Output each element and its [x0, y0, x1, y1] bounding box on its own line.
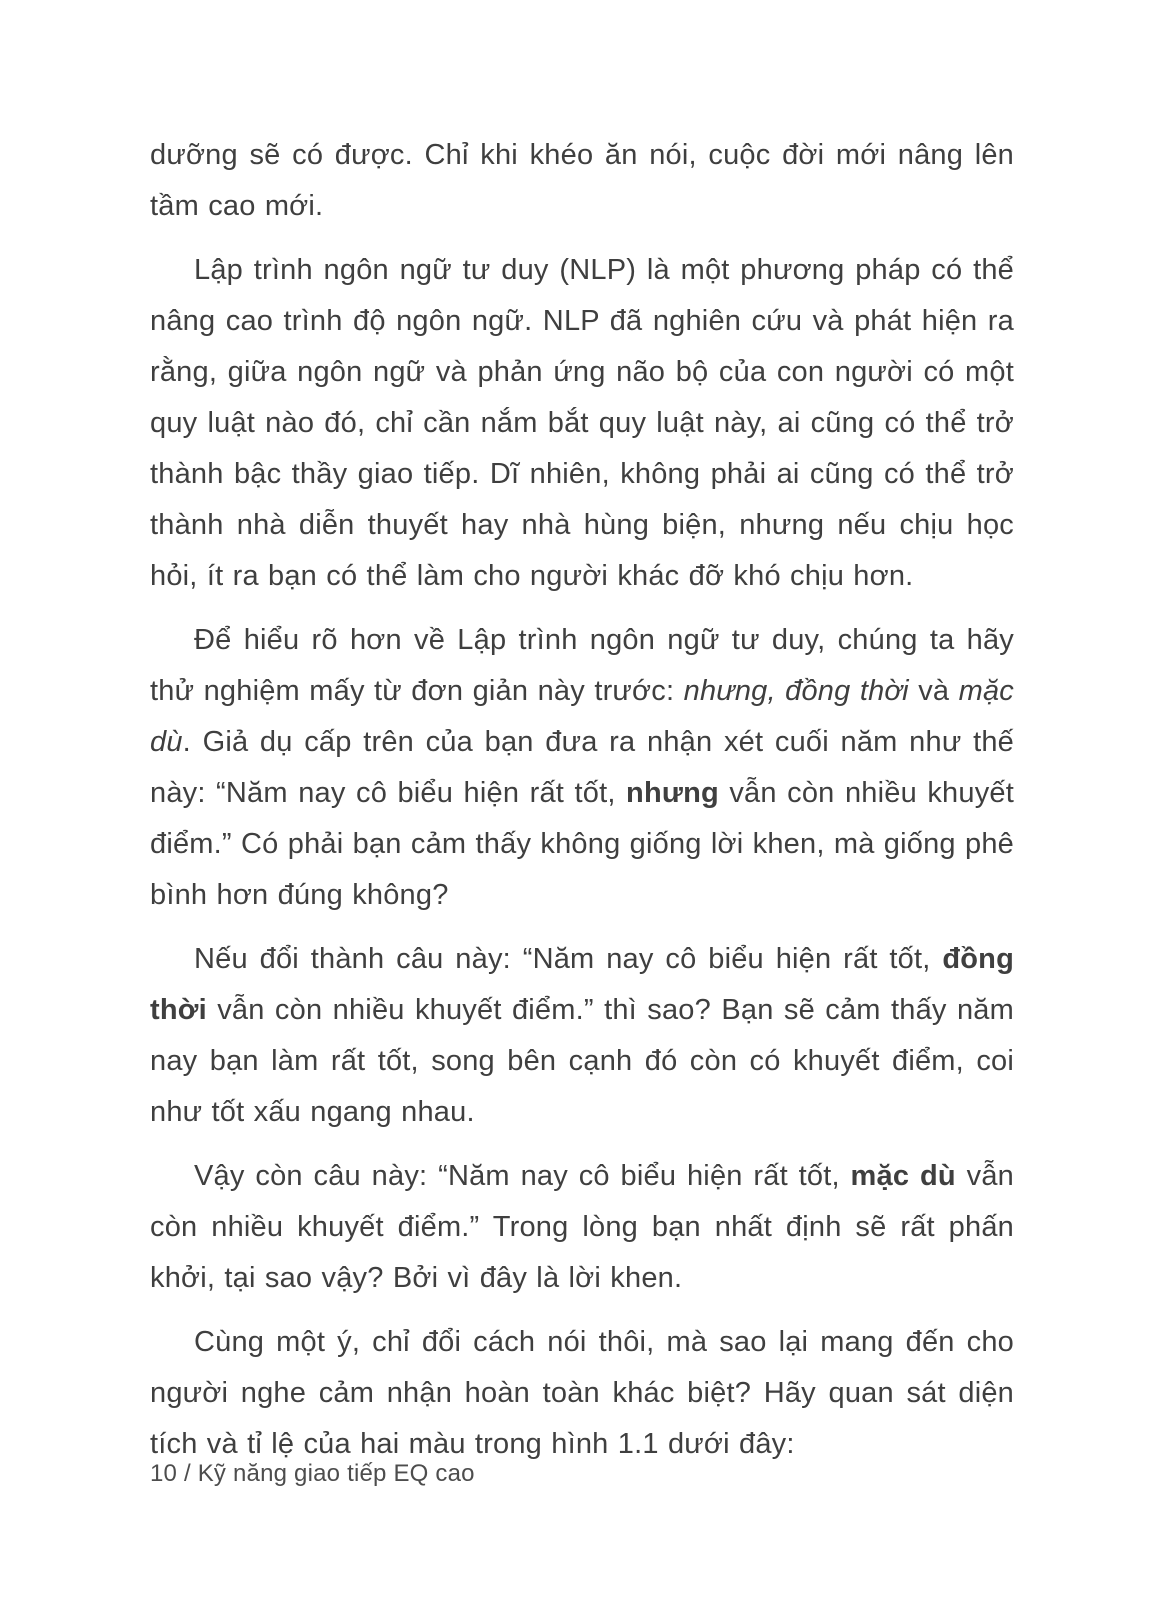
text-run: và	[908, 675, 959, 707]
page-content	[150, 130, 1014, 1483]
text-run: dưỡng sẽ có được. Chỉ khi khéo ăn nói, cuộc đời mới nâng lên tầm cao mới.	[150, 139, 1014, 222]
text-run: mặc dù	[150, 675, 1015, 758]
text-run: đồng thời	[150, 943, 1014, 1026]
text-run: nhưng	[626, 777, 719, 809]
paragraph	[150, 934, 1014, 1138]
paragraph	[150, 1151, 1014, 1304]
text-run: vẫn còn nhiều khuyết điểm.” thì sao? Bạn sẽ cảm thấy năm nay bạn làm rất tốt, song bên cạnh đó còn có khuyết điểm, coi như tốt xấu ngang nhau.	[150, 994, 1014, 1128]
text-run: mặc dù	[850, 1160, 956, 1192]
text-run: Để hiểu rõ hơn về Lập trình ngôn ngữ tư duy, chúng ta hãy thử nghiệm mấy từ đơn giản này trước:	[150, 624, 1014, 707]
paragraph	[150, 615, 1014, 921]
paragraph	[150, 245, 1014, 602]
paragraph	[150, 130, 1014, 232]
text-run: Lập trình ngôn ngữ tư duy (NLP) là một phương pháp có thể nâng cao trình độ ngôn ngữ. NLP đã nghiên cứu và phát hiện ra rằng, giữa ngôn ngữ và phản ứng não bộ của con người có một quy luật nào đó, chỉ cần nắm bắt quy luật này, ai cũng có thể trở thành bậc thầy giao tiếp. Dĩ nhiên, không phải ai cũng có thể trở thành nhà diễn thuyết hay nhà hùng biện, nhưng nếu chịu học hỏi, ít ra bạn có thể làm cho người khác đỡ khó chịu hơn.	[150, 254, 1014, 592]
text-run: Nếu đổi thành câu này: “Năm nay cô biểu hiện rất tốt,	[194, 943, 943, 975]
text-run: vẫn còn nhiều khuyết điểm.” Trong lòng bạn nhất định sẽ rất phấn khởi, tại sao vậy? Bởi vì đây là lời khen.	[150, 1160, 1014, 1294]
text-run: vẫn còn nhiều khuyết điểm.” Có phải bạn cảm thấy không giống lời khen, mà giống phê bình hơn đúng không?	[150, 777, 1014, 911]
page-footer: 10 / Kỹ năng giao tiếp EQ cao	[150, 1460, 475, 1487]
text-run: nhưng, đồng thời	[683, 675, 909, 707]
text-run: Cùng một ý, chỉ đổi cách nói thôi, mà sao lại mang đến cho người nghe cảm nhận hoàn toàn khác biệt? Hãy quan sát diện tích và tỉ lệ của hai màu trong hình 1.1 dưới đây:	[150, 1326, 1014, 1460]
text-run: . Giả dụ cấp trên của bạn đưa ra nhận xét cuối năm như thế này: “Năm nay cô biểu hiện rất tốt,	[150, 726, 1014, 809]
paragraph	[150, 1317, 1014, 1470]
text-run: Vậy còn câu này: “Năm nay cô biểu hiện rất tốt,	[194, 1160, 851, 1192]
